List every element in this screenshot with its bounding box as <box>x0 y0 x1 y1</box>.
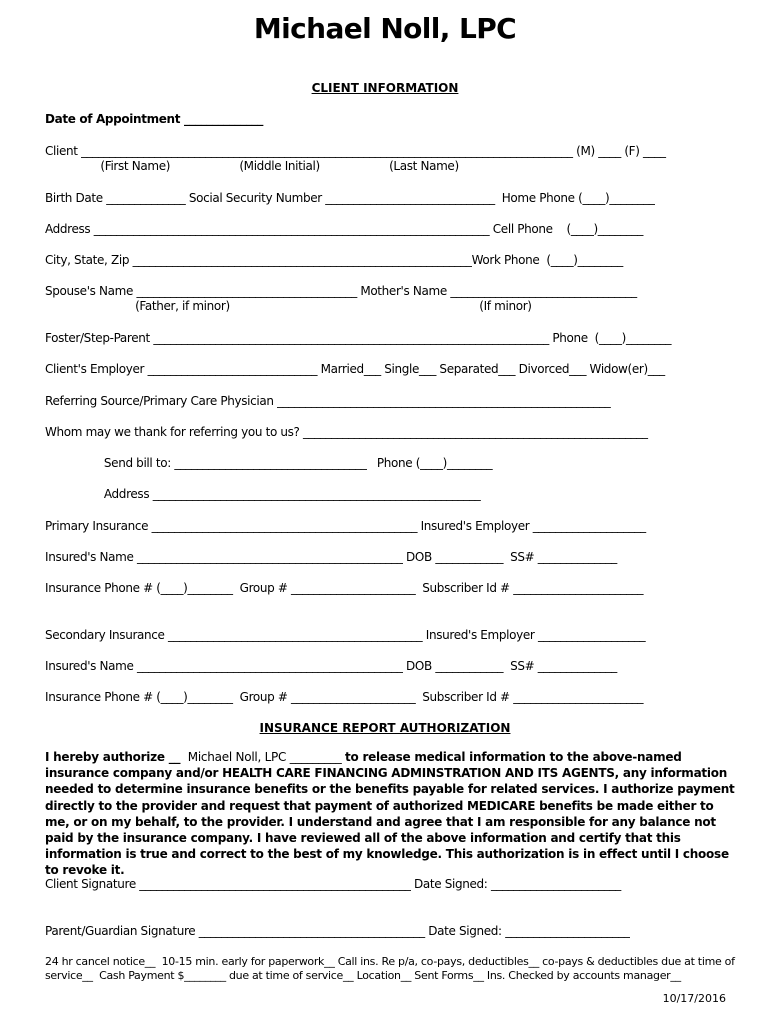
city-state-zip-work-phone-field[interactable]: City, State, Zip ____________________________________________________________Work Phone (____)________ <box>45 253 623 267</box>
client-information-heading: CLIENT INFORMATION <box>311 81 459 95</box>
referral-thanks-field[interactable]: Whom may we thank for referring you to us? _____________________________________________________________ <box>45 425 648 439</box>
client-employer-marital-status-field[interactable]: Client's Employer ______________________________ Married___ Single___ Separated___ Divorced___ Widow(er)___ <box>45 362 665 376</box>
spouse-mother-sublabels: (Father, if minor) (If minor) <box>45 299 532 313</box>
bill-address-field[interactable]: Address __________________________________________________________ <box>45 487 481 501</box>
guardian-signature-field[interactable]: Parent/Guardian Signature ________________________________________ Date Signed: ______________________ <box>45 924 630 938</box>
client-name-field[interactable]: Client _______________________________________________________________________________________ (M) ____ (F) ____ <box>45 144 666 158</box>
primary-insurance-phone-field[interactable]: Insurance Phone # (____)________ Group # ______________________ Subscriber Id # _______________________ <box>45 581 644 595</box>
spouse-mother-name-field[interactable]: Spouse's Name _______________________________________ Mother's Name _________________________________ <box>45 284 637 298</box>
secondary-insured-name-field[interactable]: Insured's Name _______________________________________________ DOB ____________ SS# ______________ <box>45 659 617 673</box>
referring-source-field[interactable]: Referring Source/Primary Care Physician ___________________________________________________________ <box>45 394 611 408</box>
authorization-statement <box>45 749 735 879</box>
page-title: Michael Noll, LPC <box>253 12 517 45</box>
secondary-insurance-field[interactable]: Secondary Insurance _____________________________________________ Insured's Employer ___________________ <box>45 628 646 642</box>
insurance-authorization-heading: INSURANCE REPORT AUTHORIZATION <box>259 721 511 735</box>
send-bill-to-field[interactable]: Send bill to: __________________________________ Phone (____)________ <box>45 456 493 470</box>
form-revision-date: 10/17/2016 <box>662 992 726 1005</box>
authorization-text-start: I hereby authorize __ <box>45 750 185 764</box>
office-policy-notice-line-1: 24 hr cancel notice__ 10-15 min. early for paperwork__ Call ins. Re p/a, co-pays, deductibles__ co-pays & deductibles due at time of <box>45 955 735 968</box>
date-of-appointment-field[interactable]: Date of Appointment ______________ <box>45 112 264 126</box>
authorization-text-rest: to release medical information to the above-named insurance company and/or HEALTH CARE FINANCING ADMINSTRATION AND ITS AGENTS, any information needed to determine insurance benefits or the benefits payable for related services. I authorize payment directly to the provider and request that payment of authorized MEDICARE benefits be made either to me, or on my behalf, to the provider. I understand and agree that I am responsible for any balance not paid by the insurance company. I have reviewed all of the above information and certify that this information is true and correct to the best of my knowledge. This authorization is in effect until I choose to revoke it. <box>45 750 735 878</box>
authorized-provider-field[interactable]: Michael Noll, LPC _________ <box>184 750 346 764</box>
primary-insured-name-field[interactable]: Insured's Name _______________________________________________ DOB ____________ SS# ______________ <box>45 550 617 564</box>
birth-date-ssn-home-phone-field[interactable]: Birth Date ______________ Social Security Number ______________________________ Home Phone (____)________ <box>45 191 655 205</box>
secondary-insurance-phone-field[interactable]: Insurance Phone # (____)________ Group # ______________________ Subscriber Id # _______________________ <box>45 690 644 704</box>
foster-step-parent-field[interactable]: Foster/Step-Parent ______________________________________________________________________ Phone (____)________ <box>45 331 672 345</box>
client-signature-field[interactable]: Client Signature ________________________________________________ Date Signed: _______________________ <box>45 877 621 891</box>
office-policy-notice-line-2: service__ Cash Payment $________ due at time of service__ Location__ Sent Forms__ Ins. Checked by accounts manager__ <box>45 969 681 982</box>
client-name-labels: (First Name) (Middle Initial) (Last Name) <box>45 159 459 173</box>
address-cell-phone-field[interactable]: Address ______________________________________________________________________ Cell Phone (____)________ <box>45 222 644 236</box>
primary-insurance-field[interactable]: Primary Insurance _______________________________________________ Insured's Employer ____________________ <box>45 519 646 533</box>
